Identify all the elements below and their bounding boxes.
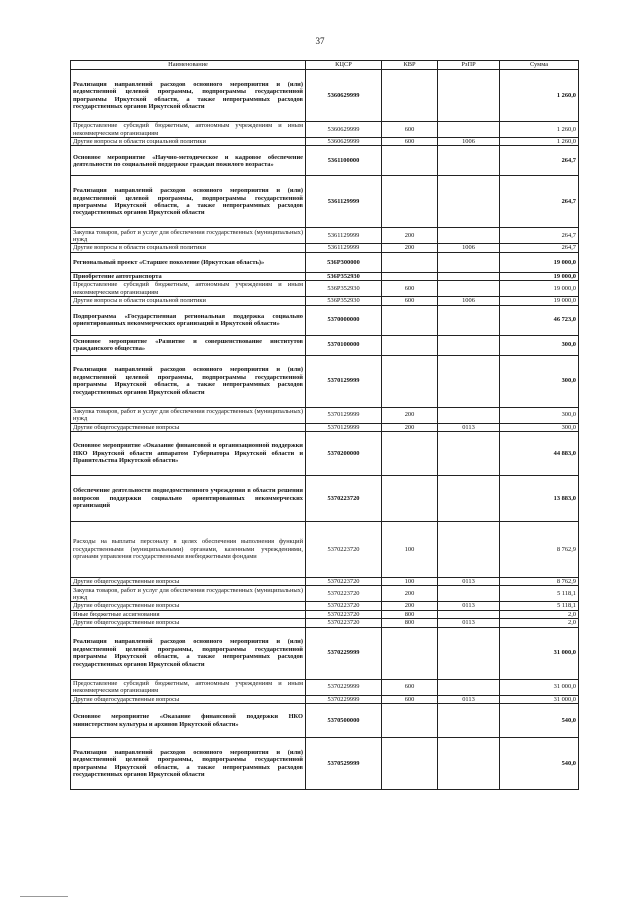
cell-rzpr: 0113 xyxy=(438,619,500,627)
cell-rzpr: 0113 xyxy=(438,423,500,431)
cell-kvr xyxy=(382,252,438,272)
cell-sum: 8 762,9 xyxy=(500,578,579,586)
cell-name: Реализация направлений расходов основного мероприятия и (или) ведомственной целевой программы, подпрограммы государственной программы Иркутской области, а также непрограммных расходов государственных органов Иркутской области xyxy=(71,627,306,679)
cell-name: Другие вопросы в области социальной политики xyxy=(71,138,306,146)
cell-name: Иные бюджетные ассигнования xyxy=(71,610,306,618)
cell-sum: 300,0 xyxy=(500,423,579,431)
cell-name: Основное мероприятие «Научно-методическое и кадровое обеспечение деятельности по социальной поддержке граждан пожилого возраста» xyxy=(71,146,306,176)
table-row xyxy=(71,610,579,618)
table-row xyxy=(71,602,579,610)
table-row xyxy=(71,305,579,335)
table-row xyxy=(71,146,579,176)
cell-sum: 264,7 xyxy=(500,244,579,252)
cell-rzpr xyxy=(438,252,500,272)
cell-sum: 13 883,0 xyxy=(500,476,579,522)
cell-rzpr: 0113 xyxy=(438,578,500,586)
cell-name: Другие общегосударственные вопросы xyxy=(71,695,306,703)
cell-name: Предоставление субсидий бюджетным, автономным учреждениям и иным некоммерческим организациям xyxy=(71,679,306,695)
cell-sum: 19 000,0 xyxy=(500,297,579,305)
table-row xyxy=(71,252,579,272)
cell-rzpr: 1006 xyxy=(438,244,500,252)
cell-name: Предоставление субсидий бюджетным, автономным учреждениям и иным некоммерческим организациям xyxy=(71,281,306,297)
cell-kcsr: 536P300000 xyxy=(306,252,382,272)
cell-name: Закупка товаров, работ и услуг для обеспечения государственных (муниципальных) нужд xyxy=(71,407,306,423)
cell-name: Основное мероприятие «Оказание финансовой поддержки НКО министерством культуры и архивов Иркутской области» xyxy=(71,704,306,738)
cell-kcsr: 5370223720 xyxy=(306,602,382,610)
cell-rzpr xyxy=(438,272,500,280)
table-row xyxy=(71,70,579,122)
cell-rzpr xyxy=(438,228,500,244)
table-row xyxy=(71,228,579,244)
cell-sum: 31 000,0 xyxy=(500,695,579,703)
cell-rzpr xyxy=(438,476,500,522)
budget-table xyxy=(70,60,579,790)
cell-rzpr xyxy=(438,407,500,423)
cell-kvr: 600 xyxy=(382,679,438,695)
cell-kvr: 200 xyxy=(382,244,438,252)
cell-name: Основное мероприятие «Развитие и совершенствование институтов гражданского общества» xyxy=(71,335,306,355)
cell-kvr: 200 xyxy=(382,586,438,602)
table-row xyxy=(71,272,579,280)
cell-kcsr: 5370500000 xyxy=(306,704,382,738)
table-row xyxy=(71,355,579,407)
cell-rzpr xyxy=(438,355,500,407)
cell-sum: 1 260,0 xyxy=(500,122,579,138)
cell-name: Реализация направлений расходов основного мероприятия и (или) ведомственной целевой программы, подпрограммы государственной программы Иркутской области, а также непрограммных расходов государственных органов Иркутской области xyxy=(71,176,306,228)
cell-kvr xyxy=(382,738,438,790)
cell-kvr: 200 xyxy=(382,407,438,423)
table-row xyxy=(71,244,579,252)
table-row xyxy=(71,476,579,522)
cell-rzpr xyxy=(438,176,500,228)
cell-name: Другие общегосударственные вопросы xyxy=(71,423,306,431)
cell-kcsr: 5370223720 xyxy=(306,476,382,522)
cell-sum: 264,7 xyxy=(500,228,579,244)
cell-rzpr xyxy=(438,122,500,138)
cell-sum: 19 000,0 xyxy=(500,272,579,280)
cell-kcsr: 5360629999 xyxy=(306,138,382,146)
cell-kvr xyxy=(382,176,438,228)
cell-sum: 2,0 xyxy=(500,619,579,627)
cell-rzpr xyxy=(438,610,500,618)
cell-kvr: 800 xyxy=(382,619,438,627)
cell-kvr xyxy=(382,432,438,476)
table-row xyxy=(71,627,579,679)
table-row xyxy=(71,586,579,602)
cell-kvr xyxy=(382,335,438,355)
cell-name: Другие общегосударственные вопросы xyxy=(71,619,306,627)
cell-name: Основное мероприятие «Оказание финансовой и организационной поддержки НКО Иркутской области аппаратом Губернатора Иркутской области и Правительства Иркутской области» xyxy=(71,432,306,476)
cell-rzpr: 0113 xyxy=(438,695,500,703)
cell-sum: 300,0 xyxy=(500,407,579,423)
cell-sum: 46 723,0 xyxy=(500,305,579,335)
cell-kvr: 600 xyxy=(382,297,438,305)
table-row xyxy=(71,423,579,431)
cell-sum: 2,0 xyxy=(500,610,579,618)
cell-kvr: 100 xyxy=(382,522,438,578)
cell-name: Региональный проект «Старшее поколение (Иркутская область)» xyxy=(71,252,306,272)
cell-sum: 300,0 xyxy=(500,335,579,355)
cell-kvr: 600 xyxy=(382,138,438,146)
cell-name: Другие общегосударственные вопросы xyxy=(71,578,306,586)
table-row xyxy=(71,122,579,138)
cell-kvr: 600 xyxy=(382,122,438,138)
cell-kvr xyxy=(382,704,438,738)
cell-rzpr xyxy=(438,70,500,122)
cell-sum: 8 762,9 xyxy=(500,522,579,578)
table-row xyxy=(71,432,579,476)
footer-rule xyxy=(20,896,68,897)
cell-kcsr: 536P352930 xyxy=(306,281,382,297)
cell-sum: 540,0 xyxy=(500,738,579,790)
cell-sum: 540,0 xyxy=(500,704,579,738)
table-body xyxy=(71,70,579,790)
cell-sum: 31 000,0 xyxy=(500,679,579,695)
cell-sum: 5 118,1 xyxy=(500,602,579,610)
cell-rzpr xyxy=(438,335,500,355)
cell-sum: 264,7 xyxy=(500,176,579,228)
table-header-row xyxy=(71,61,579,70)
cell-rzpr xyxy=(438,522,500,578)
cell-kcsr: 5361100000 xyxy=(306,146,382,176)
table-row xyxy=(71,695,579,703)
cell-kcsr: 5361129999 xyxy=(306,244,382,252)
cell-rzpr xyxy=(438,738,500,790)
cell-kcsr: 5370223720 xyxy=(306,619,382,627)
cell-sum: 1 260,0 xyxy=(500,70,579,122)
cell-rzpr xyxy=(438,627,500,679)
cell-kcsr: 5370129999 xyxy=(306,407,382,423)
cell-name: Подпрограмма «Государственная региональная поддержка социально ориентированных некоммерческих организаций в Иркутской области» xyxy=(71,305,306,335)
cell-kcsr: 5370223720 xyxy=(306,578,382,586)
cell-kvr xyxy=(382,305,438,335)
cell-kvr xyxy=(382,627,438,679)
cell-kcsr: 5370000000 xyxy=(306,305,382,335)
header-rzpr: РзПР xyxy=(438,61,500,70)
cell-rzpr: 1006 xyxy=(438,138,500,146)
table-row xyxy=(71,176,579,228)
table-row xyxy=(71,281,579,297)
cell-kcsr: 5370229999 xyxy=(306,695,382,703)
table-row xyxy=(71,619,579,627)
cell-kcsr: 5370223720 xyxy=(306,586,382,602)
cell-sum: 31 000,0 xyxy=(500,627,579,679)
table-row xyxy=(71,138,579,146)
cell-kvr: 800 xyxy=(382,610,438,618)
header-kcsr: КЦСР xyxy=(306,61,382,70)
cell-name: Другие вопросы в области социальной политики xyxy=(71,297,306,305)
cell-name: Реализация направлений расходов основного мероприятия и (или) ведомственной целевой программы, подпрограммы государственной программы Иркутской области, а также непрограммных расходов государственных органов Иркутской области xyxy=(71,70,306,122)
cell-kvr xyxy=(382,146,438,176)
cell-rzpr: 1006 xyxy=(438,297,500,305)
table-row xyxy=(71,335,579,355)
cell-name: Другие вопросы в области социальной политики xyxy=(71,244,306,252)
cell-rzpr: 0113 xyxy=(438,602,500,610)
cell-kvr: 200 xyxy=(382,423,438,431)
cell-sum: 19 000,0 xyxy=(500,281,579,297)
cell-kcsr: 536P352930 xyxy=(306,272,382,280)
cell-kvr xyxy=(382,355,438,407)
cell-kcsr: 5370229999 xyxy=(306,627,382,679)
cell-rzpr xyxy=(438,305,500,335)
cell-rzpr xyxy=(438,586,500,602)
page-number: 37 xyxy=(315,36,325,46)
cell-kcsr: 5360629999 xyxy=(306,122,382,138)
cell-kcsr: 5370200000 xyxy=(306,432,382,476)
cell-name: Закупка товаров, работ и услуг для обеспечения государственных (муниципальных) нужд xyxy=(71,228,306,244)
table-row xyxy=(71,407,579,423)
cell-kcsr: 5361129999 xyxy=(306,176,382,228)
table-row xyxy=(71,679,579,695)
cell-sum: 44 883,0 xyxy=(500,432,579,476)
table-row xyxy=(71,704,579,738)
cell-name: Расходы на выплаты персоналу в целях обеспечения выполнения функций государственными (муниципальными) органами, казенными учреждениями, органами управления государственными внебюджетными фондами xyxy=(71,522,306,578)
cell-kvr: 600 xyxy=(382,695,438,703)
cell-name: Реализация направлений расходов основного мероприятия и (или) ведомственной целевой программы, подпрограммы государственной программы Иркутской области, а также непрограммных расходов государственных органов Иркутской области xyxy=(71,355,306,407)
cell-name: Другие общегосударственные вопросы xyxy=(71,602,306,610)
cell-name: Реализация направлений расходов основного мероприятия и (или) ведомственной целевой программы, подпрограммы государственной программы Иркутской области, а также непрограммных расходов государственных органов Иркутской области xyxy=(71,738,306,790)
cell-kcsr: 5370223720 xyxy=(306,522,382,578)
header-kvr: КВР xyxy=(382,61,438,70)
cell-sum: 1 260,0 xyxy=(500,138,579,146)
cell-kvr: 200 xyxy=(382,602,438,610)
cell-kcsr: 5361129999 xyxy=(306,228,382,244)
cell-rzpr xyxy=(438,679,500,695)
header-name: Наименование xyxy=(71,61,306,70)
cell-kcsr: 5370529999 xyxy=(306,738,382,790)
cell-name: Закупка товаров, работ и услуг для обеспечения государственных (муниципальных) нужд xyxy=(71,586,306,602)
cell-rzpr xyxy=(438,146,500,176)
cell-kvr: 100 xyxy=(382,578,438,586)
table-row xyxy=(71,522,579,578)
cell-sum: 300,0 xyxy=(500,355,579,407)
table-row xyxy=(71,738,579,790)
table-row xyxy=(71,297,579,305)
cell-kvr: 200 xyxy=(382,228,438,244)
cell-kcsr: 5370129999 xyxy=(306,355,382,407)
cell-kcsr: 5370100000 xyxy=(306,335,382,355)
cell-kcsr: 536P352930 xyxy=(306,297,382,305)
cell-sum: 19 000,0 xyxy=(500,252,579,272)
cell-name: Обеспечение деятельности подведомственного учреждения в области решения вопросов поддержки социально ориентированных некоммерческих организаций xyxy=(71,476,306,522)
header-sum: Сумма xyxy=(500,61,579,70)
cell-kvr xyxy=(382,70,438,122)
cell-name: Приобретение автотранспорта xyxy=(71,272,306,280)
cell-rzpr xyxy=(438,704,500,738)
table-row xyxy=(71,578,579,586)
cell-rzpr xyxy=(438,281,500,297)
cell-kvr xyxy=(382,476,438,522)
cell-name: Предоставление субсидий бюджетным, автономным учреждениям и иным некоммерческим организациям xyxy=(71,122,306,138)
cell-kvr: 600 xyxy=(382,281,438,297)
cell-kvr xyxy=(382,272,438,280)
cell-kcsr: 5370223720 xyxy=(306,610,382,618)
cell-kcsr: 5370129999 xyxy=(306,423,382,431)
cell-kcsr: 5360629999 xyxy=(306,70,382,122)
cell-sum: 264,7 xyxy=(500,146,579,176)
cell-rzpr xyxy=(438,432,500,476)
cell-sum: 5 118,1 xyxy=(500,586,579,602)
cell-kcsr: 5370229999 xyxy=(306,679,382,695)
